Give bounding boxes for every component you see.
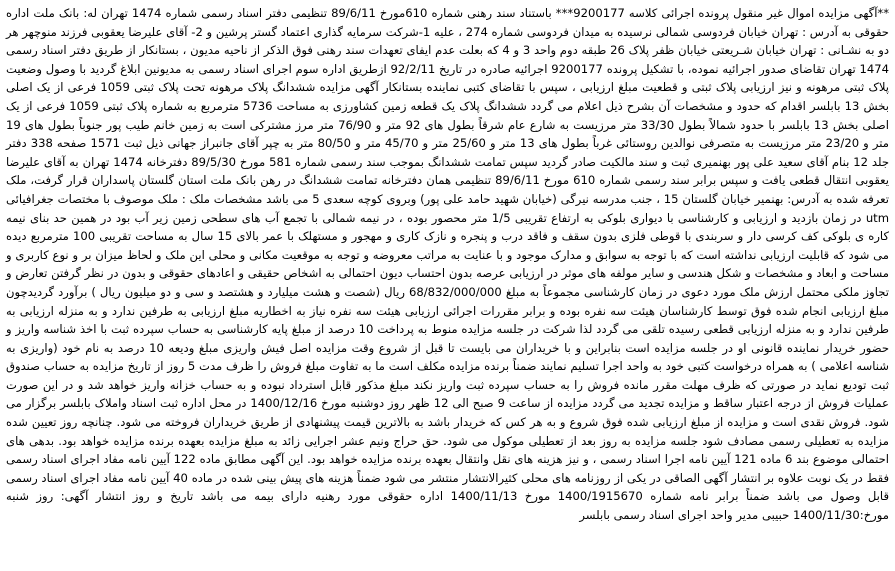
notice-text: **آگهی مزایده اموال غیر منقول پرونده اجرائی کلاسه 9200177*** باستناد سند رهنی شماره 610مورخ 89/6/11 تنظیمی دفتر اسناد رسمی شماره 1474 تهران له: بانک ملت اداره حقوقی به آدرس : تهران خیابان فردوسی شمالی نرسیده به میدان فردوسی شماره 274 ، علیه 1-شرکت سرمایه گذاری اعتماد گستر پرشین و 2- آقای علیرضا یعقوبی فرزند منوچهر هر دو به نشـانی : تهران خیابان شـریعتی خیابان ظفر پلاک 26 طبقه دوم واحد 3 و 4 که بعلت عدم ایفای تعهدات سند رهنی فوق الذکر از ناحیه مدیون ، بستانکار از طریق دفتر اسناد رسمی 1474 تهران تقاضای صدور اجرائیه نموده، با تشکیل پرونده 9200177 اجرائیه صادره در تاریخ 92/2/11 ازطریق اداره سوم اجرای اسناد رسمی به مدیونین ابلاغ گردید با وصول وضعیت پلاک ثبتی مرهونه و نیز ارزیابی پلاک ثبتی و قطعیت مبلغ ارزیابی ، سپس با تقاضای کتبی نماینده بستانکار آگهی مزایده ششدانگ پلاک مرهونه تحت پلاک ثبتی 1059 فرعی از یک اصلی بخش 13 بابلسر اقدام که حدود و مشخصات آن بشرح ذیل اعلام می گردد ششدانگ پلاک یک قطعه زمین کشاورزی به مساحت 5736 مترمربع به شماره پلاک ثبتی 1059 فرعی از یک اصلی بخش 13 بابلسر با حدود شمالاً بطول 33/30 متر مرزیست به شارع عام شرقاً بطول های 92 متر و 76/90 متر مرز مشترکی است به زمین خانم طیب پور جنوباً بطول های 19 متر و 23/20 متر مرزیست به متصرفی نوالدین روستائی غرباً بطول های 13 متر و 25/60 متر و 45/70 متر و 80/50 متر به چپر آقای جانبراز جهانی ذیل ثبت 1571 صفحه 338 دفتر جلد 12 بنام آقای سعید علی پور بهنمیری ثبت و سند مالکیت صادر گردید سپس تمامت ششدانگ بموجب سند رسمی شماره 581 مورخ 89/5/30 دفترخانه 1474 تهران به آقای علیرضا یعقوبی انتقال قطعی یافت و سپس برابر سند رسمی شماره 610 مورخ 89/6/11 تنظیمی همان دفترخانه تمامت ششدانگ در رهن بانک ملت استان گلستان پاسداران قرار گرفت، ملک تعرفه شده به آدرس: بهنمیر خیابان گلستان 15 ، جنب مدرسه نیرگی (خیابان شهید حامد علی پور) وبروی کوچه سعدی 5 می باشد مشخصات ملک : ملک موصوف با مختصات جغرافیائی utm در زمان بازدید و ارزیابی و کارشناسی با دیواری بلوکی به ارتفاع تقریبی 1/5 متر محصور بوده ، در نیمه شمالی با تجمع آب های سطحی زمین زیر آب بود در همین حد بنای نیمه کاره ی بلوکی کف کرسی دار و سربندی با قوطی فلزی بدون سقف و فاقد درب و پنجره و نازک کاری و مهجور و مستهلک با عمر بالای 15 سال به مساحت تقریبی 100 مترمربع دیده می شود که قابلیت ارزیابی نداشته است که با توجه به سوابق و مدارک موجود و با عنایت به مراتب معروضه و توجه به موقعیت مکانی و محلی این ملک و لحاظ میزان بر و نوع کاربری و مساحت و ابعاد و مشخصات و شکل هندسی و سایر مولفه های موثر در ارزیابی عرصه بدون احتساب دیون احتمالی به اشخاص حقیقی و اعادهای حقوقی و بدون در نظر گرفتن تعارض و تجاوز ملکی محتمل ارزش ملک مورد دعوی در زمان کارشناسی مجموعاً به مبلغ 68/832/000/000 ریال (شصت و هشت میلیارد و هشتصد و سی و دو میلیون ریال ) برآورد گردیدچون مبلغ ارزیابی انجام شده فوق توسط کارشناسان هیئت سه نفره بوده و برابر مقررات اجرائی ارزیابی هیئت سه نفره نیاز به اخطاریه مبلغ ارزیابی به طرفین ندارد و به منزله ارزیابی به طرفین ندارد و به منزله ارزیابی قطعی رسیده تلقی می گردد لذا شرکت در جلسه مزایده منوط به پرداخت 10 درصد از مبلغ پایه کارشناسی به حساب سپرده ثبت با اخذ شناسه واریز و حضور خریدار نماینده قانونی او در جلسه مزایده است بنابراین و با خریداران می بایست تا قبل از شروع وقت مزایده اصل فیش واریزی مبلغ ودیعه 10 درصد به نام خود (واریزی به شناسه اعلامی ) به همراه درخواست کتبی خود به واحد اجرا تسلیم نمایند ضمناً برنده مزایده مکلف است ما به تفاوت مبلغ فروش را ظرف مدت 5 روز از تاریخ مزایده به حساب صندوق ثبت تودیع نماید در صورتی که ظرف مهلت مقرر مانده فروش را به حساب سپرده ثبت واریز نکند مبلغ مذکور قابل استرداد نبوده و به حساب خزانه واریز خواهد شد و در این صورت عملیات فروش از درجه اعتبار ساقط و مزایده تجدید می گردد مزایده از ساعت 9 صبح الی 12 ظهر روز دوشنبه مورخ 1400/12/16 در محل اداره ثبت اسناد واملاک بابلسر برگزار می شود. فروش نقدی است و مزایده از مبلغ ارزیابی شده فوق شروع و به هر کس که خریدار باشد به بالاترین قیمت پیشنهادی از طریق خریداران فروخته می شود. چنانچه روز تعیین شده مزایده به تعطیلی رسمی مصادف شود جلسه مزایده به روز بعد از تعطیلی موکول می شود. حق حراج ونیم عشر اجرایی زائد به مبلغ مزایده بعهده برنده مزایده خواهد بود. بدهی های احتمالی موضوع بند 6 ماده 121 آیین نامه اجرا اسناد رسمی ، و نیز هزینه های نقل وانتقال بعهده برنده مزایده خواهد بود. این آگهی مطابق ماده 122 آیین نامه مفاد اجرای اسناد رسمی فقط در یک نوبت علاوه بر انتشار آگهی الصاقی در یکی از روزنامه های محلی کثیرالانتشار منتشر می شود ضمناً هزینه های پیش بینی شده در ماده 40 آیین نامه مفاد اجرای اسناد رسمی قابل وصول می باشد ضمناً برابر نامه شماره 1400/1915670 مورخ 1400/11/13 اداره حقوقی مورد رهنیه دارای بیمه می باشد تاریخ و روز انتشار آگهی: روز شنبه مورخ:1400/11/30 حبیبی مدیر واحد اجرای اسناد رسمی بابلسر bbox=[6, 6, 890, 523]
